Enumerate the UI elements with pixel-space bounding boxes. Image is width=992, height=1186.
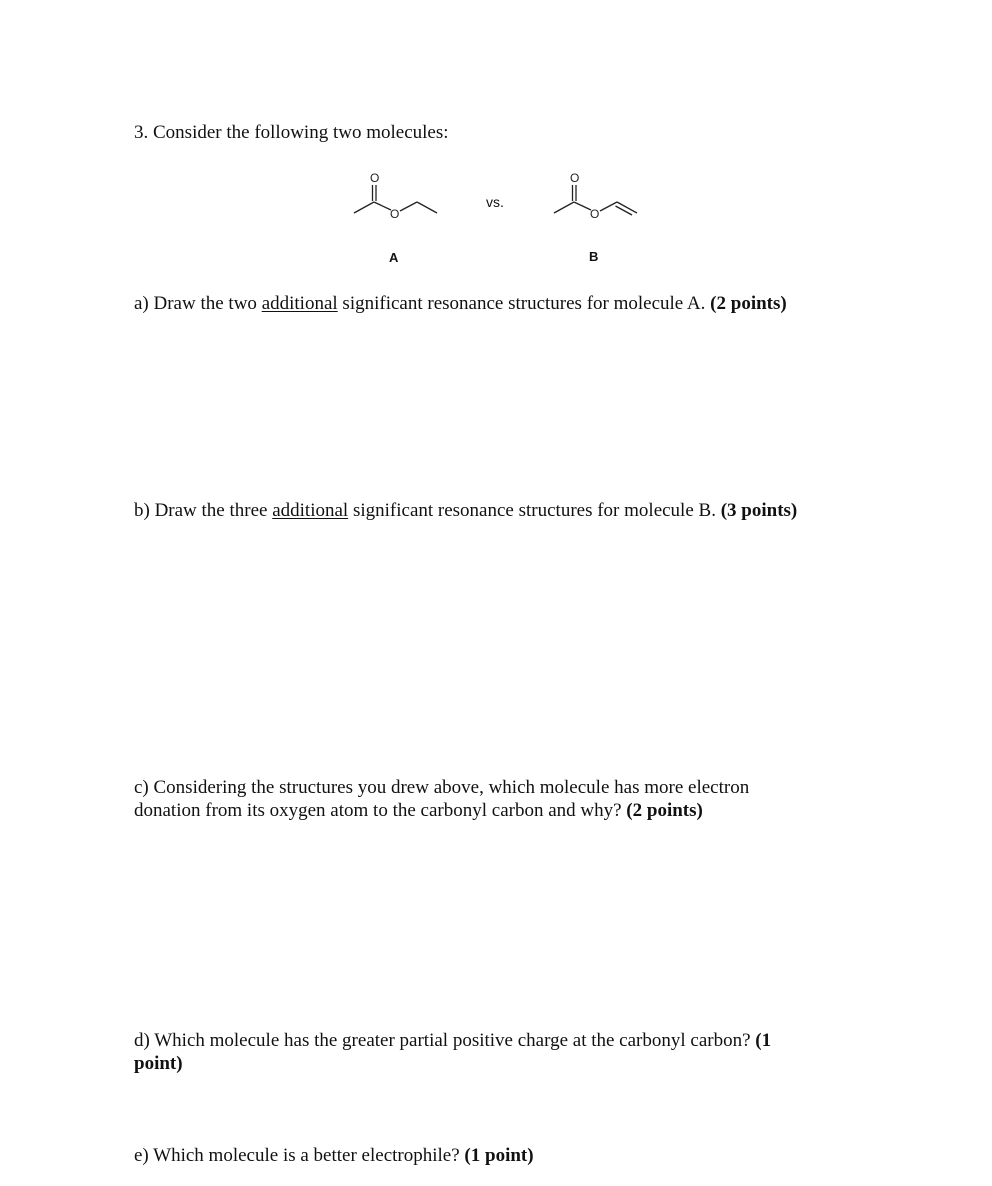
part-b-underlined-word: additional bbox=[272, 500, 349, 521]
molecule-a-structure bbox=[350, 168, 445, 223]
part-c-points: (2 points) bbox=[626, 800, 703, 821]
part-d-points-start: (1 bbox=[755, 1030, 772, 1051]
part-d-prompt-line2 bbox=[134, 1053, 183, 1075]
part-d-text: d) Which molecule has the greater partial positive charge at the carbonyl carbon? bbox=[134, 1030, 756, 1051]
part-a-text-end: significant resonance structures for molecule A. bbox=[337, 293, 711, 314]
part-c-text: donation from its oxygen atom to the carbonyl carbon and why? bbox=[134, 800, 627, 821]
molecule-a-carbonyl-oxygen: O bbox=[370, 171, 380, 185]
part-a-points: (2 points) bbox=[710, 293, 787, 314]
molecule-b-ester-oxygen: O bbox=[590, 207, 600, 221]
part-e-text: e) Which molecule is a better electrophile? bbox=[134, 1145, 465, 1166]
molecule-b-carbonyl-oxygen: O bbox=[570, 171, 580, 185]
molecule-b-structure bbox=[550, 168, 645, 223]
part-b-text-start: b) Draw the three bbox=[134, 500, 273, 521]
part-b-text-end: significant resonance structures for molecule B. bbox=[348, 500, 721, 521]
part-a-underlined-word: additional bbox=[261, 293, 338, 314]
vs-label: vs. bbox=[486, 194, 504, 210]
part-c-prompt-line2 bbox=[134, 800, 703, 822]
part-d-points-end: point) bbox=[134, 1053, 183, 1074]
part-c-prompt-line1: c) Considering the structures you drew above, which molecule has more electron bbox=[134, 777, 750, 798]
part-a-text-start: a) Draw the two bbox=[134, 293, 262, 314]
molecule-a-ester-oxygen: O bbox=[390, 207, 400, 221]
molecule-a-label: A bbox=[389, 250, 399, 265]
part-d-prompt-line1 bbox=[134, 1030, 771, 1052]
part-b-points: (3 points) bbox=[720, 500, 798, 521]
part-e-prompt bbox=[134, 1145, 534, 1167]
part-b-prompt bbox=[134, 500, 797, 522]
part-e-points: (1 point) bbox=[464, 1145, 534, 1166]
question-title: 3. Consider the following two molecules: bbox=[134, 122, 449, 143]
molecule-b-label: B bbox=[589, 249, 599, 264]
part-a-prompt bbox=[134, 293, 787, 315]
